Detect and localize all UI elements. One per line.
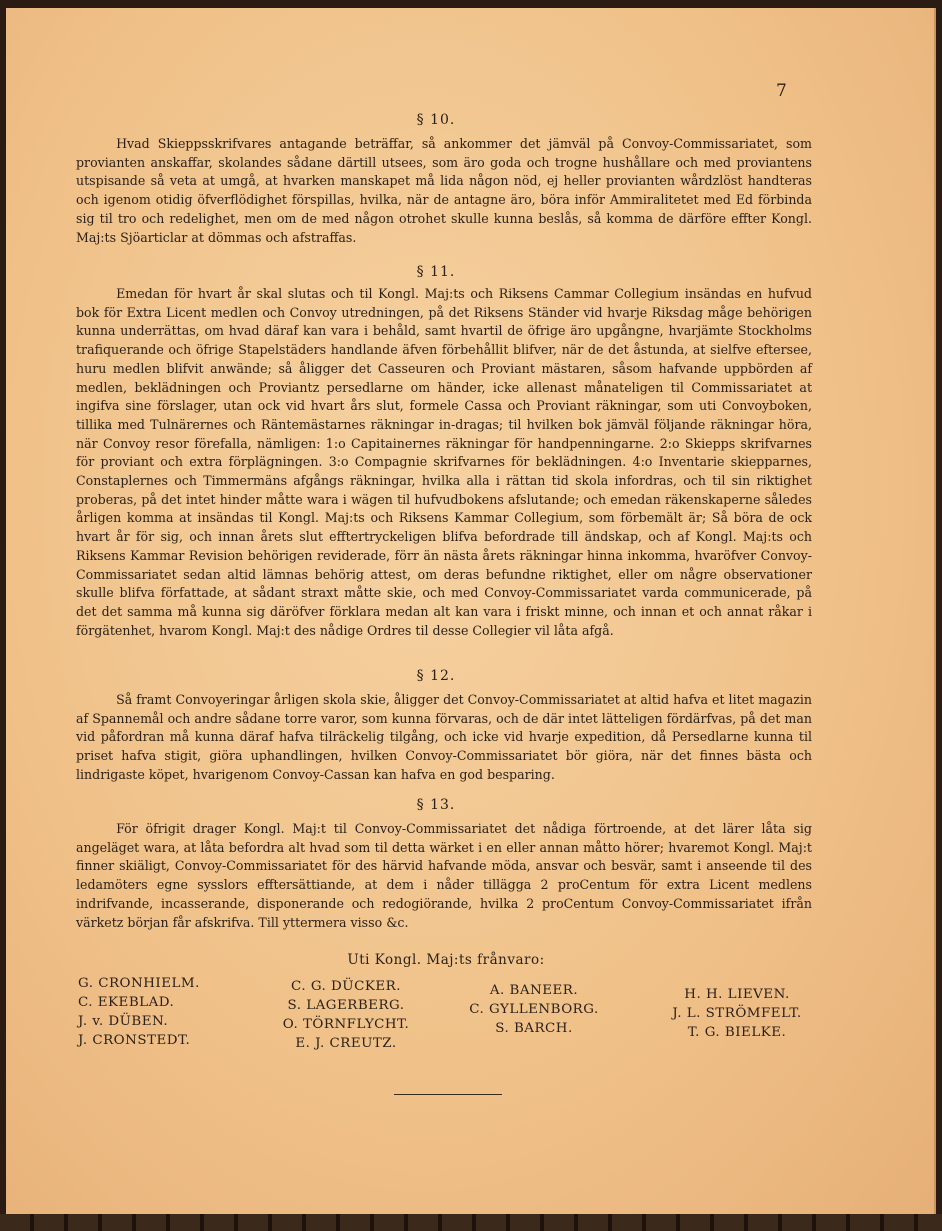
section-heading-13: § 13.	[416, 797, 456, 813]
signature: H. H. LIEVEN.	[684, 987, 790, 1002]
signature-column-2	[254, 977, 438, 1053]
signature: J. L. STRÖMFELT.	[672, 1006, 802, 1021]
signature-column-1	[78, 974, 200, 1050]
signature: C. EKEBLAD.	[78, 995, 175, 1010]
section-13-body	[76, 820, 812, 932]
signature: T. G. BIELKE.	[687, 1025, 787, 1040]
signature: E. J. CREUTZ.	[295, 1036, 397, 1051]
signature: O. TÖRNFLYCHT.	[282, 1017, 410, 1032]
signature-column-3	[446, 981, 622, 1038]
signature: J. CRONSTEDT.	[78, 1033, 191, 1048]
signature: C. G. DÜCKER.	[291, 979, 401, 994]
section-12-paragraph: Så framt Convoyeringar årligen skola skie, åligger det Convoy-Commissariatet at altid hafva et litet magazin af Spannemål och andre sådane torre varor, som kunna förvaras, och de där intet lätteligen fördärfvas, på det man vid påfordran må kunna däraf hafva tilräckelig tilgång, och icke vid hvarje expedition, då Persedlarne kunna til priset hafva stigit, giöra uphandlingen, hvilken Convoy-Commissariatet bör giöra, när det finnes bästa och lindrigaste köpet, hvarigenom Convoy-Cassan kan hafva en god besparing.	[76, 692, 812, 782]
section-heading-10: § 10.	[416, 112, 456, 128]
document-page	[6, 8, 936, 1214]
signature: J. v. DÜBEN.	[78, 1014, 169, 1029]
section-heading-12: § 12.	[416, 668, 456, 684]
signature: C. GYLLENBORG.	[469, 1002, 599, 1017]
closing-rule	[394, 1094, 502, 1095]
absence-line: Uti Kongl. Maj:ts frånvaro:	[347, 952, 545, 968]
signature-column-4	[652, 985, 822, 1042]
signature: A. BANEER.	[489, 983, 579, 998]
section-11-body	[76, 285, 812, 640]
signature: S. LAGERBERG.	[287, 998, 405, 1013]
binding-edge	[0, 1214, 942, 1231]
section-12-body	[76, 691, 812, 785]
section-13-paragraph: För öfrigit drager Kongl. Maj:t til Convoy-Commissariatet det nådiga förtroende, at det lärer låta sig angeläget wara, at låta befordra alt hvad som til detta wärket i en eller annan måtto hörer; hvaremot Kongl. Maj:t finner skiäligt, Convoy-Commissariatet för des härvid hafvande möda, ansvar och besvär, samt i anseende til des ledamöters egne sysslors efftersättiande, at dem i nåder tillägga 2 proCentum för extra Licent medlens indrifvande, incasserande, disponerande och redogiörande, hvilka 2 proCentum Convoy-Commissariatet ifrån värketz början får afskrifva. Till yttermera visso &c.	[76, 821, 812, 930]
signature: G. CRONHIELM.	[78, 976, 200, 991]
section-10-body	[76, 135, 812, 247]
section-11-paragraph: Emedan för hvart år skal slutas och til Kongl. Maj:ts och Riksens Cammar Collegium insändas en hufvud bok för Extra Licent medlen och Convoy utredningen, på det Riksens Ständer vid hvarje Riksdag måge behörigen kunna underrättas, om hvad däraf kan vara i behåld, samt hvartil de öfrige äro upgångne, hvarjämte Stockholms trafiquerande och öfrige Stapelstäders handlande äfven förbehållit blifver, när de det åstunda, at sielfve eftersee, huru medlen blifvit anwände; så åligger det Casseuren och Proviant mästaren, såsom hafvande uppbörden af medlen, beklädningen och Proviantz persedlarne om händer, icke allenast månateligen til Commissariatet at ingifva sine förslager, utan ock vid hvart års slut, formele Cassa och Proviant räkningar, som uti Convoyboken, tillika med Tulnärernes och Räntemästarnes räkningar in-dragas; til hvilken bok jämväl följande räkningar höra, när Convoy resor förefalla, nämligen: 1:o Capitainernes räkningar för handpenningarne. 2:o Skiepps skrifvarnes för proviant och extra förplägningen. 3:o Compagnie skrifvarnes för beklädningen. 4:o Inventarie skiepparnes, Constaplernes och Timmermäns afgångs räkningar, hvilka alla i rättan tid skola infordras, och til sin riktighet proberas, på det intet hinder måtte wara i wägen til hufvudbokens afslutande; och emedan räkenskaperne således årligen komma at insändas til Kongl. Maj:ts och Riksens Kammar Collegium, som förbemält är; Så böra de ock hvart år för sig, och innan årets slut efftertryckeligen blifva befordrade till ändskap, och af Kongl. Maj:ts och Riksens Kammar Revision behörigen reviderade, förr än nästa årets räkningar hinna inkomma, hvaröfver Convoy-Commissariatet sedan altid lämnas behörig attest, om deras befundne riktighet, eller om någre observationer skulle blifva författade, at sådant straxt måtte skie, och med Convoy-Commissariatet varda communicerade, på det det samma må kunna sig däröfver förklara medan alt kan vara i friskt minne, och innan et och annat råkar i förgätenhet, hvarom Kongl. Maj:t des nådige Ordres til desse Collegier vil låta afgå.	[76, 286, 812, 638]
section-heading-11: § 11.	[416, 264, 456, 280]
page-number: 7	[776, 81, 787, 101]
signature: S. BARCH.	[495, 1021, 573, 1036]
section-10-paragraph: Hvad Skieppsskrifvares antagande beträffar, så ankommer det jämväl på Convoy-Commissariatet, som provianten anskaffar, skolandes sådane därtill utsees, som äro goda och trogne hushållare och med proviantens utspisande så veta at umgå, at hvarken manskapet må lida någon nöd, ej heller provianten wårdzlöst handteras och igenom otidig öfverflödighet förspillas, hvilka, när de antagne äro, böra inför Ammiralitetet med Ed förbinda sig til tro och redelighet, men om de med någon otrohet skulle kunna beslås, så komma de därföre effter Kongl. Maj:ts Sjöarticlar at dömmas och afstraffas.	[76, 136, 812, 245]
